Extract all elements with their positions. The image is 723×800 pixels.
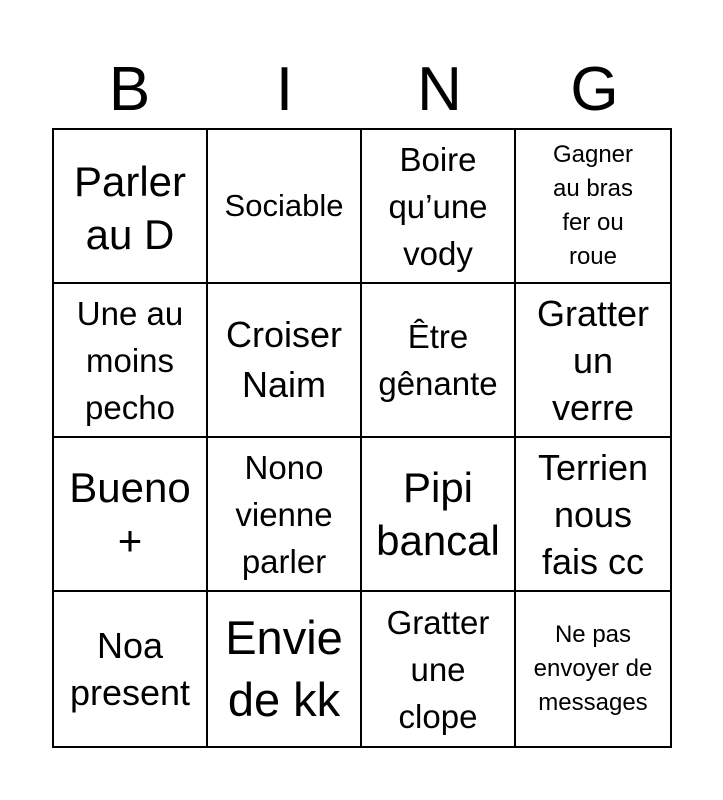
bingo-grid xyxy=(52,128,672,748)
bingo-cell-text: Ne pas envoyer de messages xyxy=(533,621,653,716)
bingo-cell-text: Terrien nous fais cc xyxy=(537,446,649,582)
bingo-cell-text: Être gênante xyxy=(378,318,498,402)
bingo-cell-text: Envie de kk xyxy=(225,611,343,726)
header-letter-i: I xyxy=(275,55,294,124)
header-letter-n: N xyxy=(417,55,462,124)
bingo-cell[interactable] xyxy=(208,438,362,592)
header-letter-b: B xyxy=(108,55,151,124)
bingo-cell[interactable] xyxy=(54,130,208,284)
bingo-cell[interactable] xyxy=(54,592,208,746)
bingo-cell-text: Gratter une clope xyxy=(386,603,490,735)
bingo-cell[interactable] xyxy=(362,592,516,746)
bingo-cell-text: Gratter un verre xyxy=(536,292,650,428)
bingo-cell-text: Bueno + xyxy=(69,464,191,564)
bingo-cell[interactable] xyxy=(516,592,670,746)
bingo-cell-text: Sociable xyxy=(224,188,344,223)
bingo-cell[interactable] xyxy=(362,130,516,284)
bingo-cell-text: Une au moins pecho xyxy=(76,294,184,426)
bingo-cell-text: Boire qu’une vody xyxy=(388,140,488,272)
bingo-cell[interactable] xyxy=(516,130,670,284)
bingo-cell[interactable] xyxy=(54,438,208,592)
bingo-cell[interactable] xyxy=(208,592,362,746)
bingo-cell-text: Nono vienne parler xyxy=(235,448,333,580)
header-letter-g: G xyxy=(570,55,619,124)
bingo-cell[interactable] xyxy=(362,284,516,438)
bingo-cell[interactable] xyxy=(516,438,670,592)
bingo-header xyxy=(52,52,672,128)
bingo-cell[interactable] xyxy=(54,284,208,438)
bingo-cell[interactable] xyxy=(208,284,362,438)
bingo-cell[interactable] xyxy=(208,130,362,284)
bingo-cell-text: Pipi bancal xyxy=(376,464,500,564)
bingo-cell-text: Croiser Naim xyxy=(225,314,342,405)
bingo-cell-text: Gagner au bras fer ou roue xyxy=(552,141,634,270)
bingo-cell[interactable] xyxy=(516,284,670,438)
bingo-cell-text: Noa present xyxy=(69,625,191,713)
bingo-cell-text: Parler au D xyxy=(73,158,187,258)
bingo-cell[interactable] xyxy=(362,438,516,592)
